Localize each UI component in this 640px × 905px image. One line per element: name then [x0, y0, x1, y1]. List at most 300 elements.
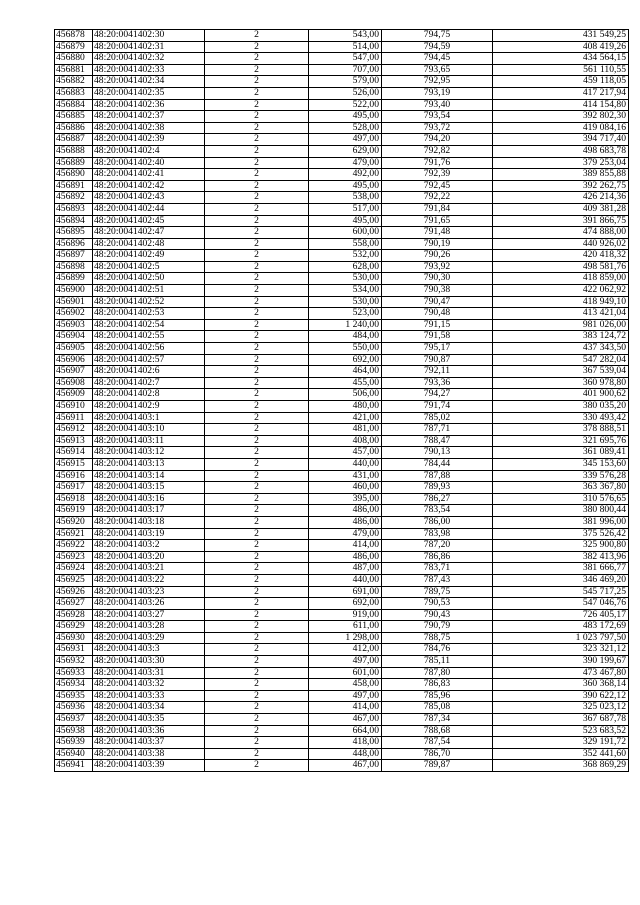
category-cell: 2	[205, 192, 309, 204]
rate-cell: 791,76	[382, 157, 493, 169]
category-cell: 2	[205, 354, 309, 366]
cadastral-number-cell: 48:20:0041402:31	[93, 41, 205, 53]
cadastral-value-cell: 382 413,96	[493, 551, 629, 563]
rate-cell: 786,86	[382, 551, 493, 563]
category-cell: 2	[205, 540, 309, 552]
category-cell: 2	[205, 482, 309, 494]
rate-cell: 790,19	[382, 238, 493, 250]
record-id-cell: 456941	[55, 760, 93, 772]
cadastral-value-cell: 392 802,30	[493, 111, 629, 123]
area-cell: 526,00	[309, 87, 382, 99]
cadastral-number-cell: 48:20:0041402:33	[93, 64, 205, 76]
cadastral-value-cell: 368 869,29	[493, 760, 629, 772]
rate-cell: 792,11	[382, 366, 493, 378]
record-id-cell: 456933	[55, 667, 93, 679]
cadastral-number-cell: 48:20:0041403:12	[93, 447, 205, 459]
category-cell: 2	[205, 516, 309, 528]
table-row	[55, 203, 629, 215]
rate-cell: 794,27	[382, 389, 493, 401]
area-cell: 492,00	[309, 169, 382, 181]
record-id-cell: 456897	[55, 250, 93, 262]
cadastral-value-cell: 389 855,88	[493, 169, 629, 181]
record-id-cell: 456934	[55, 679, 93, 691]
area-cell: 514,00	[309, 41, 382, 53]
cadastral-value-cell: 323 321,12	[493, 644, 629, 656]
table-row	[55, 389, 629, 401]
table-row	[55, 157, 629, 169]
area-cell: 538,00	[309, 192, 382, 204]
rate-cell: 787,88	[382, 470, 493, 482]
rate-cell: 792,39	[382, 169, 493, 181]
cadastral-value-cell: 473 467,80	[493, 667, 629, 679]
cadastral-value-cell: 459 118,05	[493, 76, 629, 88]
table-row	[55, 447, 629, 459]
cadastral-value-cell: 547 282,04	[493, 354, 629, 366]
table-row	[55, 401, 629, 413]
record-id-cell: 456893	[55, 203, 93, 215]
record-id-cell: 456910	[55, 401, 93, 413]
table-row	[55, 748, 629, 760]
rate-cell: 793,92	[382, 261, 493, 273]
rate-cell: 790,38	[382, 285, 493, 297]
category-cell: 2	[205, 412, 309, 424]
area-cell: 692,00	[309, 354, 382, 366]
table-row	[55, 598, 629, 610]
rate-cell: 789,75	[382, 586, 493, 598]
area-cell: 628,00	[309, 261, 382, 273]
area-cell: 543,00	[309, 30, 382, 42]
table-row	[55, 632, 629, 644]
table-row	[55, 563, 629, 575]
table-row	[55, 470, 629, 482]
cadastral-value-cell: 375 526,42	[493, 528, 629, 540]
cadastral-value-cell: 545 717,25	[493, 586, 629, 598]
rate-cell: 790,79	[382, 621, 493, 633]
rate-cell: 789,87	[382, 760, 493, 772]
cadastral-number-cell: 48:20:0041403:26	[93, 598, 205, 610]
record-id-cell: 456911	[55, 412, 93, 424]
cadastral-number-cell: 48:20:0041402:4	[93, 145, 205, 157]
cadastral-number-cell: 48:20:0041402:39	[93, 134, 205, 146]
rate-cell: 793,36	[382, 377, 493, 389]
area-cell: 467,00	[309, 760, 382, 772]
category-cell: 2	[205, 632, 309, 644]
record-id-cell: 456925	[55, 574, 93, 586]
table-row	[55, 377, 629, 389]
table-row	[55, 609, 629, 621]
cadastral-number-cell: 48:20:0041403:29	[93, 632, 205, 644]
rate-cell: 783,98	[382, 528, 493, 540]
cadastral-number-cell: 48:20:0041403:28	[93, 621, 205, 633]
area-cell: 534,00	[309, 285, 382, 297]
category-cell: 2	[205, 401, 309, 413]
category-cell: 2	[205, 180, 309, 192]
record-id-cell: 456881	[55, 64, 93, 76]
area-cell: 480,00	[309, 401, 382, 413]
table-row	[55, 169, 629, 181]
cadastral-value-cell: 330 493,42	[493, 412, 629, 424]
record-id-cell: 456914	[55, 447, 93, 459]
area-cell: 487,00	[309, 563, 382, 575]
category-cell: 2	[205, 435, 309, 447]
area-cell: 408,00	[309, 435, 382, 447]
record-id-cell: 456915	[55, 458, 93, 470]
area-cell: 395,00	[309, 493, 382, 505]
cadastral-value-cell: 378 888,51	[493, 424, 629, 436]
table-row	[55, 53, 629, 65]
area-cell: 522,00	[309, 99, 382, 111]
area-cell: 1 240,00	[309, 319, 382, 331]
cadastral-value-cell: 367 539,04	[493, 366, 629, 378]
rate-cell: 790,48	[382, 308, 493, 320]
cadastral-value-cell: 498 581,76	[493, 261, 629, 273]
category-cell: 2	[205, 343, 309, 355]
record-id-cell: 456895	[55, 227, 93, 239]
cadastral-number-cell: 48:20:0041403:38	[93, 748, 205, 760]
area-cell: 919,00	[309, 609, 382, 621]
category-cell: 2	[205, 169, 309, 181]
table-row	[55, 134, 629, 146]
cadastral-number-cell: 48:20:0041402:35	[93, 87, 205, 99]
cadastral-number-cell: 48:20:0041402:8	[93, 389, 205, 401]
cadastral-value-cell: 381 666,77	[493, 563, 629, 575]
cadastral-value-cell: 483 172,69	[493, 621, 629, 633]
parcel-valuation-table	[54, 29, 629, 772]
table-row	[55, 482, 629, 494]
area-cell: 414,00	[309, 540, 382, 552]
rate-cell: 787,80	[382, 667, 493, 679]
cadastral-value-cell: 1 023 797,50	[493, 632, 629, 644]
table-row	[55, 250, 629, 262]
record-id-cell: 456879	[55, 41, 93, 53]
record-id-cell: 456896	[55, 238, 93, 250]
cadastral-value-cell: 339 576,28	[493, 470, 629, 482]
area-cell: 707,00	[309, 64, 382, 76]
table-row	[55, 99, 629, 111]
record-id-cell: 456899	[55, 273, 93, 285]
cadastral-value-cell: 379 253,04	[493, 157, 629, 169]
rate-cell: 788,68	[382, 725, 493, 737]
table-row	[55, 76, 629, 88]
rate-cell: 788,47	[382, 435, 493, 447]
record-id-cell: 456878	[55, 30, 93, 42]
category-cell: 2	[205, 250, 309, 262]
area-cell: 412,00	[309, 644, 382, 656]
rate-cell: 784,44	[382, 458, 493, 470]
cadastral-number-cell: 48:20:0041403:15	[93, 482, 205, 494]
area-cell: 611,00	[309, 621, 382, 633]
record-id-cell: 456880	[55, 53, 93, 65]
table-row	[55, 145, 629, 157]
rate-cell: 793,40	[382, 99, 493, 111]
cadastral-number-cell: 48:20:0041402:52	[93, 296, 205, 308]
table-row	[55, 180, 629, 192]
rate-cell: 787,34	[382, 714, 493, 726]
cadastral-value-cell: 321 695,76	[493, 435, 629, 447]
cadastral-number-cell: 48:20:0041402:47	[93, 227, 205, 239]
rate-cell: 792,82	[382, 145, 493, 157]
record-id-cell: 456926	[55, 586, 93, 598]
record-id-cell: 456891	[55, 180, 93, 192]
record-id-cell: 456890	[55, 169, 93, 181]
cadastral-number-cell: 48:20:0041402:51	[93, 285, 205, 297]
area-cell: 523,00	[309, 308, 382, 320]
table-row	[55, 285, 629, 297]
record-id-cell: 456929	[55, 621, 93, 633]
table-row	[55, 574, 629, 586]
table-row	[55, 725, 629, 737]
cadastral-value-cell: 383 124,72	[493, 331, 629, 343]
record-id-cell: 456883	[55, 87, 93, 99]
record-id-cell: 456935	[55, 690, 93, 702]
cadastral-value-cell: 391 866,75	[493, 215, 629, 227]
table-row	[55, 656, 629, 668]
cadastral-number-cell: 48:20:0041402:6	[93, 366, 205, 378]
area-cell: 497,00	[309, 134, 382, 146]
table-row	[55, 621, 629, 633]
cadastral-number-cell: 48:20:0041403:14	[93, 470, 205, 482]
category-cell: 2	[205, 748, 309, 760]
rate-cell: 786,27	[382, 493, 493, 505]
category-cell: 2	[205, 122, 309, 134]
category-cell: 2	[205, 505, 309, 517]
cadastral-value-cell: 361 089,41	[493, 447, 629, 459]
cadastral-number-cell: 48:20:0041402:37	[93, 111, 205, 123]
cadastral-value-cell: 346 469,20	[493, 574, 629, 586]
area-cell: 458,00	[309, 679, 382, 691]
cadastral-number-cell: 48:20:0041402:41	[93, 169, 205, 181]
category-cell: 2	[205, 725, 309, 737]
area-cell: 464,00	[309, 366, 382, 378]
category-cell: 2	[205, 64, 309, 76]
cadastral-value-cell: 498 683,78	[493, 145, 629, 157]
category-cell: 2	[205, 644, 309, 656]
cadastral-value-cell: 390 199,67	[493, 656, 629, 668]
category-cell: 2	[205, 760, 309, 772]
record-id-cell: 456898	[55, 261, 93, 273]
record-id-cell: 456903	[55, 319, 93, 331]
area-cell: 601,00	[309, 667, 382, 679]
cadastral-value-cell: 440 926,02	[493, 238, 629, 250]
area-cell: 421,00	[309, 412, 382, 424]
cadastral-value-cell: 360 368,14	[493, 679, 629, 691]
rate-cell: 791,58	[382, 331, 493, 343]
category-cell: 2	[205, 609, 309, 621]
cadastral-value-cell: 414 154,80	[493, 99, 629, 111]
category-cell: 2	[205, 656, 309, 668]
area-cell: 486,00	[309, 516, 382, 528]
area-cell: 484,00	[309, 331, 382, 343]
category-cell: 2	[205, 702, 309, 714]
record-id-cell: 456908	[55, 377, 93, 389]
category-cell: 2	[205, 447, 309, 459]
rate-cell: 786,70	[382, 748, 493, 760]
cadastral-number-cell: 48:20:0041403:36	[93, 725, 205, 737]
cadastral-value-cell: 409 381,28	[493, 203, 629, 215]
category-cell: 2	[205, 667, 309, 679]
rate-cell: 783,71	[382, 563, 493, 575]
cadastral-value-cell: 360 978,80	[493, 377, 629, 389]
record-id-cell: 456919	[55, 505, 93, 517]
record-id-cell: 456931	[55, 644, 93, 656]
rate-cell: 787,71	[382, 424, 493, 436]
record-id-cell: 456918	[55, 493, 93, 505]
area-cell: 418,00	[309, 737, 382, 749]
category-cell: 2	[205, 331, 309, 343]
cadastral-number-cell: 48:20:0041403:30	[93, 656, 205, 668]
record-id-cell: 456889	[55, 157, 93, 169]
category-cell: 2	[205, 377, 309, 389]
cadastral-number-cell: 48:20:0041402:45	[93, 215, 205, 227]
area-cell: 629,00	[309, 145, 382, 157]
rate-cell: 787,43	[382, 574, 493, 586]
rate-cell: 783,54	[382, 505, 493, 517]
table-row	[55, 412, 629, 424]
category-cell: 2	[205, 319, 309, 331]
record-id-cell: 456912	[55, 424, 93, 436]
table-row	[55, 424, 629, 436]
table-row	[55, 41, 629, 53]
rate-cell: 793,72	[382, 122, 493, 134]
table-row	[55, 702, 629, 714]
category-cell: 2	[205, 111, 309, 123]
cadastral-number-cell: 48:20:0041403:19	[93, 528, 205, 540]
category-cell: 2	[205, 714, 309, 726]
table-row	[55, 319, 629, 331]
cadastral-value-cell: 422 062,92	[493, 285, 629, 297]
area-cell: 550,00	[309, 343, 382, 355]
rate-cell: 789,93	[382, 482, 493, 494]
cadastral-number-cell: 48:20:0041402:32	[93, 53, 205, 65]
cadastral-value-cell: 437 343,50	[493, 343, 629, 355]
category-cell: 2	[205, 366, 309, 378]
cadastral-number-cell: 48:20:0041402:30	[93, 30, 205, 42]
cadastral-value-cell: 431 549,25	[493, 30, 629, 42]
record-id-cell: 456882	[55, 76, 93, 88]
table-row	[55, 111, 629, 123]
cadastral-number-cell: 48:20:0041402:49	[93, 250, 205, 262]
table-row	[55, 505, 629, 517]
rate-cell: 787,54	[382, 737, 493, 749]
record-id-cell: 456887	[55, 134, 93, 146]
area-cell: 486,00	[309, 551, 382, 563]
rate-cell: 793,65	[382, 64, 493, 76]
record-id-cell: 456892	[55, 192, 93, 204]
category-cell: 2	[205, 551, 309, 563]
category-cell: 2	[205, 145, 309, 157]
table-body	[55, 30, 629, 772]
cadastral-value-cell: 417 217,94	[493, 87, 629, 99]
record-id-cell: 456927	[55, 598, 93, 610]
area-cell: 481,00	[309, 424, 382, 436]
record-id-cell: 456937	[55, 714, 93, 726]
cadastral-number-cell: 48:20:0041403:17	[93, 505, 205, 517]
table-row	[55, 273, 629, 285]
cadastral-value-cell: 418 949,10	[493, 296, 629, 308]
cadastral-number-cell: 48:20:0041402:48	[93, 238, 205, 250]
cadastral-value-cell: 310 576,65	[493, 493, 629, 505]
category-cell: 2	[205, 215, 309, 227]
area-cell: 495,00	[309, 180, 382, 192]
cadastral-number-cell: 48:20:0041403:3	[93, 644, 205, 656]
cadastral-number-cell: 48:20:0041403:33	[93, 690, 205, 702]
rate-cell: 792,95	[382, 76, 493, 88]
record-id-cell: 456901	[55, 296, 93, 308]
record-id-cell: 456917	[55, 482, 93, 494]
cadastral-value-cell: 380 035,20	[493, 401, 629, 413]
cadastral-value-cell: 426 214,36	[493, 192, 629, 204]
area-cell: 467,00	[309, 714, 382, 726]
cadastral-value-cell: 390 622,12	[493, 690, 629, 702]
cadastral-number-cell: 48:20:0041402:7	[93, 377, 205, 389]
rate-cell: 792,45	[382, 180, 493, 192]
area-cell: 457,00	[309, 447, 382, 459]
cadastral-number-cell: 48:20:0041402:43	[93, 192, 205, 204]
table-row	[55, 690, 629, 702]
table-row	[55, 238, 629, 250]
category-cell: 2	[205, 470, 309, 482]
rate-cell: 790,43	[382, 609, 493, 621]
cadastral-value-cell: 420 418,32	[493, 250, 629, 262]
category-cell: 2	[205, 41, 309, 53]
area-cell: 479,00	[309, 157, 382, 169]
table-row	[55, 667, 629, 679]
cadastral-number-cell: 48:20:0041402:56	[93, 343, 205, 355]
rate-cell: 790,53	[382, 598, 493, 610]
record-id-cell: 456907	[55, 366, 93, 378]
area-cell: 691,00	[309, 586, 382, 598]
table-row	[55, 528, 629, 540]
rate-cell: 794,45	[382, 53, 493, 65]
cadastral-number-cell: 48:20:0041403:23	[93, 586, 205, 598]
area-cell: 486,00	[309, 505, 382, 517]
category-cell: 2	[205, 53, 309, 65]
cadastral-number-cell: 48:20:0041403:13	[93, 458, 205, 470]
rate-cell: 792,22	[382, 192, 493, 204]
category-cell: 2	[205, 99, 309, 111]
table-row	[55, 366, 629, 378]
rate-cell: 791,84	[382, 203, 493, 215]
area-cell: 506,00	[309, 389, 382, 401]
rate-cell: 787,20	[382, 540, 493, 552]
table-row	[55, 87, 629, 99]
table-row	[55, 122, 629, 134]
cadastral-number-cell: 48:20:0041402:5	[93, 261, 205, 273]
record-id-cell: 456921	[55, 528, 93, 540]
record-id-cell: 456932	[55, 656, 93, 668]
record-id-cell: 456900	[55, 285, 93, 297]
record-id-cell: 456886	[55, 122, 93, 134]
cadastral-value-cell: 352 441,60	[493, 748, 629, 760]
rate-cell: 790,47	[382, 296, 493, 308]
cadastral-number-cell: 48:20:0041403:11	[93, 435, 205, 447]
area-cell: 528,00	[309, 122, 382, 134]
category-cell: 2	[205, 87, 309, 99]
table-row	[55, 714, 629, 726]
cadastral-value-cell: 325 900,80	[493, 540, 629, 552]
table-row	[55, 737, 629, 749]
area-cell: 692,00	[309, 598, 382, 610]
cadastral-number-cell: 48:20:0041402:54	[93, 319, 205, 331]
area-cell: 448,00	[309, 748, 382, 760]
area-cell: 517,00	[309, 203, 382, 215]
cadastral-value-cell: 547 046,76	[493, 598, 629, 610]
table-row	[55, 331, 629, 343]
rate-cell: 795,17	[382, 343, 493, 355]
rate-cell: 784,76	[382, 644, 493, 656]
category-cell: 2	[205, 679, 309, 691]
rate-cell: 785,08	[382, 702, 493, 714]
